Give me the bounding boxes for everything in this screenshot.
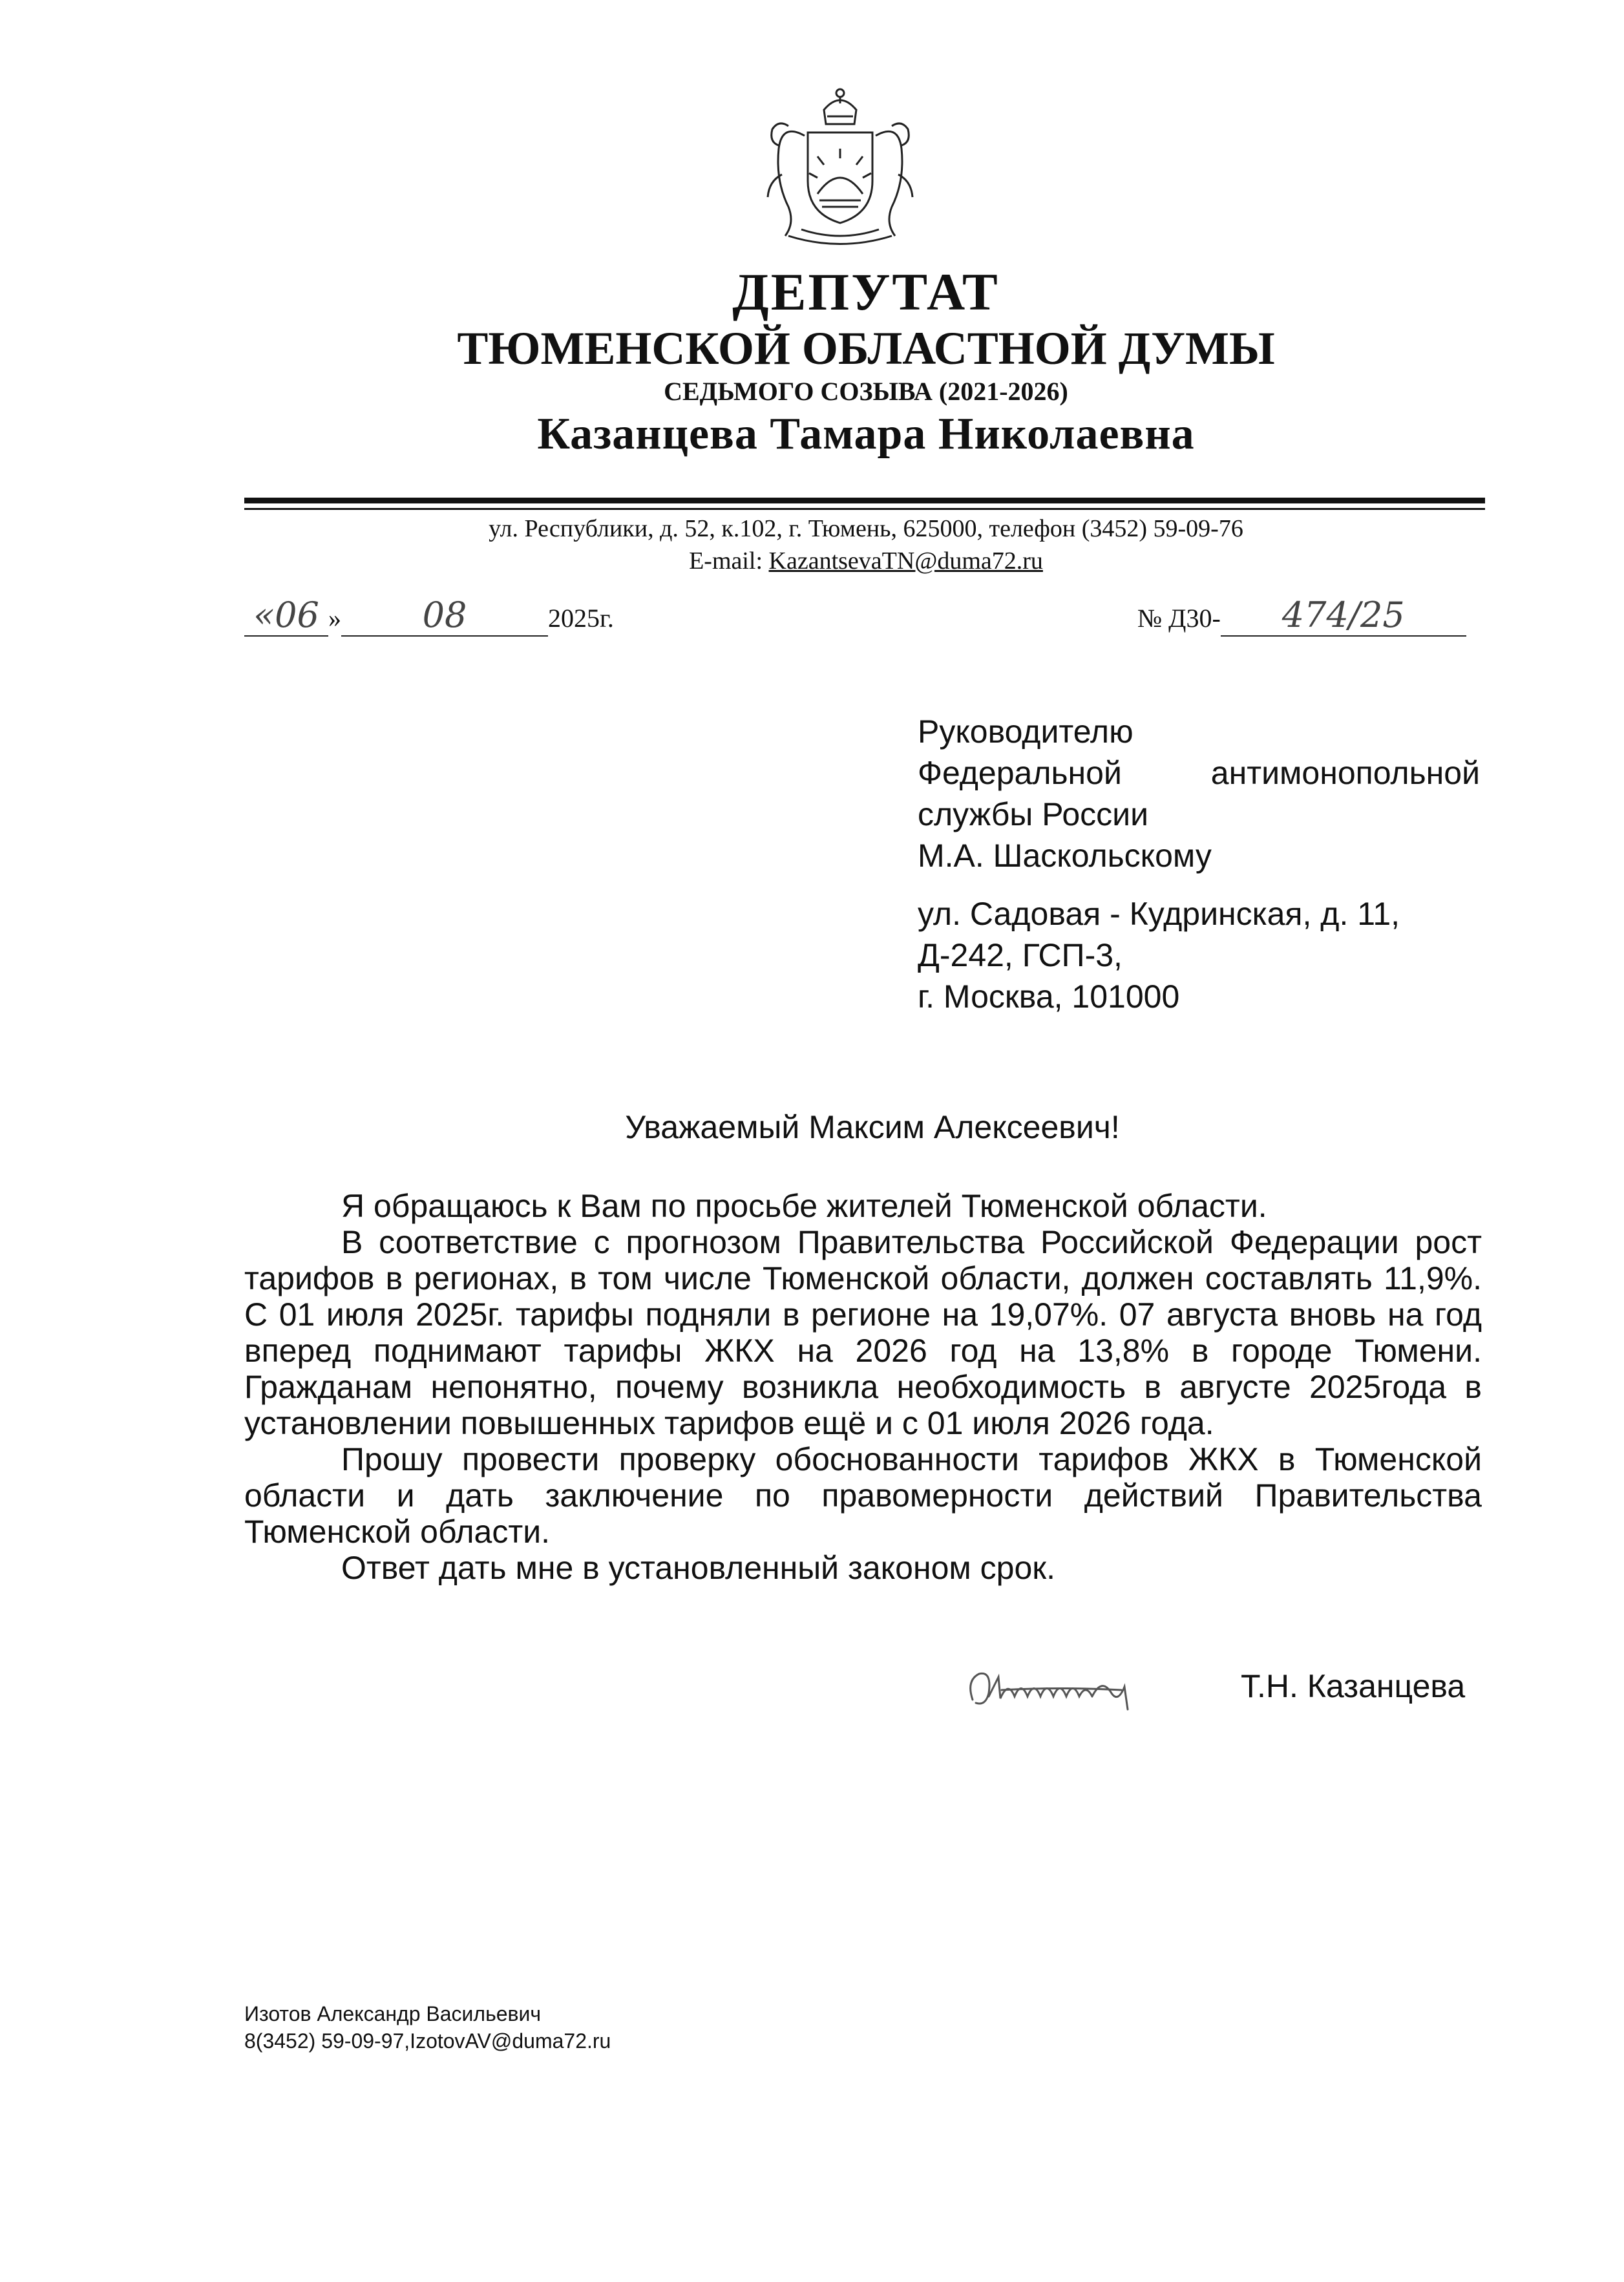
letter-body xyxy=(244,1188,1482,1586)
letterhead-address: ул. Республики, д. 52, к.102, г. Тюмень, 625000, телефон (3452) 59-09-76 xyxy=(489,515,1243,542)
body-paragraph-3: Прошу провести проверку обоснованности тарифов ЖКХ в Тюменской области и дать заключение по правомерности действий Правительства Тюменской области. xyxy=(244,1441,1482,1550)
date-open-quote: « xyxy=(253,595,275,635)
postal-line1: ул. Садовая - Кудринская, д. 11, xyxy=(918,896,1400,932)
salutation: Уважаемый Максим Алексеевич! xyxy=(625,1109,1120,1145)
letterhead-rule-thin xyxy=(244,508,1485,510)
recipient-line4: М.А. Шаскольскому xyxy=(918,838,1212,874)
postal-line2: Д-242, ГСП-3, xyxy=(918,937,1123,973)
date-year: 2025г. xyxy=(548,604,614,633)
recipient-line2b: антимонопольной xyxy=(1210,755,1480,791)
executor-block xyxy=(244,2000,611,2055)
date-close-quote: » xyxy=(328,604,341,633)
letterhead-email-line xyxy=(0,547,1624,575)
registration-number xyxy=(1137,595,1466,637)
tyumen-oblast-coat-of-arms-icon xyxy=(743,84,937,252)
recipient-line1: Руководителю xyxy=(918,713,1134,750)
date-month: 08 xyxy=(422,595,467,635)
email-label: E-mail: xyxy=(689,547,769,575)
letterhead-deputy-name: Казанцева Тамара Николаевна xyxy=(537,409,1195,459)
recipient-block xyxy=(918,711,1480,876)
number-value: 474/25 xyxy=(1281,595,1405,635)
body-paragraph-1: Я обращаюсь к Вам по просьбе жителей Тюменской области. xyxy=(341,1188,1267,1224)
executor-name: Изотов Александр Васильевич xyxy=(244,2002,542,2025)
body-paragraph-2: В соответствие с прогнозом Правительства Российской Федерации рост тарифов в регионах, в том числе Тюменской области, должен составлять 11,9%. С 01 июля 2025г. тарифы подняли в регионе на 19,07%. 07 августа вновь на год вперед поднимают тарифы ЖКХ на 2026 год на 13,8% в городе Тюмени. Гражданам непонятно, почему возникла необходимость в августе 2025года в установлении повышенных тарифов ещё и с 01 июля 2026 года. xyxy=(244,1224,1482,1441)
date-day: 06 xyxy=(275,595,319,635)
postal-line3: г. Москва, 101000 xyxy=(918,978,1180,1015)
date-month-field xyxy=(341,595,548,637)
signer-name: Т.Н. Казанцева xyxy=(1241,1668,1466,1704)
body-paragraph-4: Ответ дать мне в установленный законом срок. xyxy=(341,1550,1056,1586)
letterhead-title-deputy: ДЕПУТАТ xyxy=(732,262,1000,321)
handwritten-signature xyxy=(963,1661,1163,1719)
email-link[interactable]: KazantsevaTN@duma72.ru xyxy=(768,547,1043,575)
recipient-postal-address xyxy=(918,893,1400,1017)
number-field xyxy=(1221,595,1466,637)
date-day-field xyxy=(244,595,328,637)
letterhead-rule-thick xyxy=(244,498,1485,503)
recipient-line2 xyxy=(918,752,1480,794)
letterhead-title-duma: ТЮМЕНСКОЙ ОБЛАСТНОЙ ДУМЫ xyxy=(457,322,1275,374)
recipient-line2a: Федеральной xyxy=(918,755,1122,791)
recipient-line3: службы России xyxy=(918,796,1149,832)
number-label: № Д30- xyxy=(1137,604,1221,633)
executor-contacts: 8(3452) 59-09-97,IzotovAV@duma72.ru xyxy=(244,2029,611,2053)
letter-date xyxy=(244,595,614,637)
letterhead-convocation: СЕДЬМОГО СОЗЫВА (2021-2026) xyxy=(664,377,1068,406)
